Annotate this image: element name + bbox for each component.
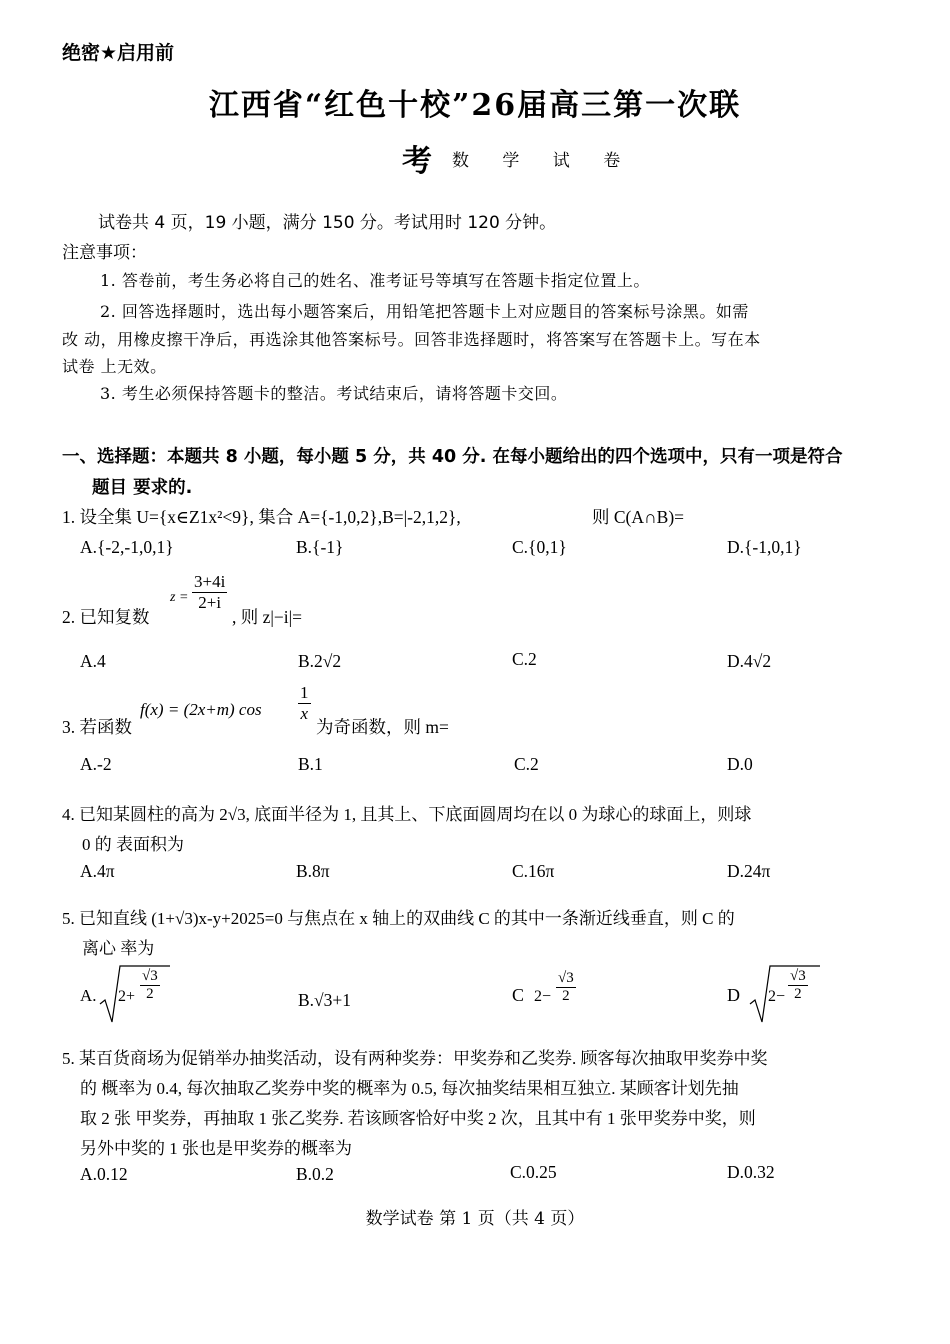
question-2-option-a: A.4 bbox=[80, 651, 106, 671]
exam-info: 试卷共 4 页，19 小题，满分 150 分。考试用时 120 分钟。 bbox=[98, 213, 557, 233]
question-5-option-d-den: 2 bbox=[794, 986, 802, 1002]
question-3-function: f(x) = (2x+m) cos bbox=[140, 700, 262, 719]
question-3-denominator: x bbox=[300, 704, 309, 723]
exam-subject: 数 学 试 卷 bbox=[452, 151, 635, 171]
question-4-option-d: D.24π bbox=[727, 861, 771, 881]
question-3-fraction bbox=[298, 683, 311, 724]
question-5-option-c-label: C bbox=[512, 985, 525, 1005]
question-1-option-d: D.{-1,0,1} bbox=[727, 537, 802, 557]
question-6-option-d: D.0.32 bbox=[727, 1162, 775, 1182]
note-2-line2: 改 动，用橡皮擦干净后，再选涂其他答案标号。回答非选择题时，将答案写在答题卡上。写在本 bbox=[62, 330, 761, 349]
question-5-option-a-fraction bbox=[140, 968, 160, 1003]
question-5-option-d-label: D bbox=[727, 985, 740, 1005]
question-2-option-d: D.4√2 bbox=[727, 651, 772, 671]
section-heading: 一、选择题：本题共 8 小题，每小题 5 分，共 40 分. 在每小题给出的四个选项中，只有一项是符合 bbox=[62, 447, 843, 467]
question-5-option-a-num: √3 bbox=[142, 968, 158, 984]
exam-title: 江西省“红色十校”26届高三第一次联 bbox=[208, 88, 742, 123]
question-6-stem-line3: 取 2 张 甲奖券，再抽取 1 张乙奖券. 若该顾客恰好中奖 2 次，且其中有 1 张甲奖券中奖，则 bbox=[80, 1109, 756, 1128]
question-5-option-c-int: 2− bbox=[534, 988, 552, 1005]
question-4-stem-line1: 4. 已知某圆柱的高为 2√3, 底面半径为 1, 且其上、下底面圆周均在以 0 为球心的球面上，则球 bbox=[62, 805, 752, 824]
question-6-option-b: B.0.2 bbox=[296, 1164, 334, 1184]
question-2-option-b: B.2√2 bbox=[298, 651, 342, 671]
question-5-option-d-fraction bbox=[788, 968, 808, 1003]
question-3-option-d: D.0 bbox=[727, 754, 753, 774]
question-5-option-c-fraction bbox=[556, 970, 576, 1005]
page-footer: 数学试卷 第 1 页（共 4 页） bbox=[365, 1209, 585, 1229]
question-2-denominator: 2+i bbox=[198, 593, 222, 612]
question-6-option-c: C.0.25 bbox=[510, 1162, 557, 1182]
confidential-label: 绝密★启用前 bbox=[62, 42, 175, 64]
question-5-option-c-den: 2 bbox=[562, 988, 570, 1004]
question-3-option-a: A.-2 bbox=[80, 754, 112, 774]
question-3-stem-pre: 3. 若函数 bbox=[62, 717, 132, 737]
note-3: 3. 考生必须保持答题卡的整洁。考试结束后，请将答题卡交回。 bbox=[100, 384, 568, 403]
question-2-fraction bbox=[192, 572, 227, 613]
question-5-option-c-num: √3 bbox=[558, 970, 574, 986]
question-3-option-c: C.2 bbox=[514, 754, 539, 774]
question-3-stem-post: 为奇函数，则 m= bbox=[316, 717, 449, 737]
notes-heading: 注意事项： bbox=[62, 243, 147, 263]
question-5-option-d-int: 2− bbox=[768, 988, 786, 1005]
question-3-option-b: B.1 bbox=[298, 754, 323, 774]
section-heading-line2: 题目 要求的. bbox=[92, 478, 193, 498]
question-2-option-c: C.2 bbox=[512, 649, 537, 669]
question-4-option-c: C.16π bbox=[512, 861, 555, 881]
exam-title-line2: 考 bbox=[402, 144, 432, 179]
question-5-option-a-den: 2 bbox=[146, 986, 154, 1002]
question-1-option-a: A.{-2,-1,0,1} bbox=[80, 537, 174, 557]
note-2-line1: 2. 回答选择题时，选出每小题答案后，用铅笔把答题卡上对应题目的答案标号涂黑。如需 bbox=[100, 302, 749, 321]
question-2-stem-pre: 2. 已知复数 bbox=[62, 607, 150, 627]
question-4-stem-line2: 0 的 表面积为 bbox=[82, 835, 184, 854]
question-5-option-b: B.√3+1 bbox=[298, 990, 352, 1010]
question-2-z: z = bbox=[170, 590, 189, 605]
question-1-stem-tail: 则 C(A∩B)= bbox=[592, 507, 685, 527]
question-5-option-d-num: √3 bbox=[790, 968, 806, 984]
question-5-option-a-label: A. bbox=[80, 986, 97, 1005]
question-2-stem-post: , 则 z|−i|= bbox=[232, 607, 302, 627]
question-4-option-a: A.4π bbox=[80, 861, 115, 881]
question-5-stem-line1: 5. 已知直线 (1+√3)x-y+2025=0 与焦点在 x 轴上的双曲线 C 的其中一条渐近线垂直，则 C 的 bbox=[62, 909, 735, 928]
question-6-stem-line2: 的 概率为 0.4, 每次抽取乙奖券中奖的概率为 0.5, 每次抽奖结果相互独立. 某顾客计划先抽 bbox=[80, 1079, 739, 1098]
question-4-option-b: B.8π bbox=[296, 861, 330, 881]
question-5-stem-line2: 离心 率为 bbox=[82, 939, 155, 958]
question-1-option-c: C.{0,1} bbox=[512, 537, 567, 557]
note-2-line3: 试卷 上无效。 bbox=[62, 357, 167, 376]
question-6-option-a: A.0.12 bbox=[80, 1164, 128, 1184]
question-1-stem: 1. 设全集 U={x∈Z1x²<9}, 集合 A={-1,0,2},B=|-2,1,2}, bbox=[62, 507, 461, 527]
question-6-stem-line4: 另外中奖的 1 张也是甲奖券的概率为 bbox=[80, 1139, 352, 1158]
note-1: 1. 答卷前，考生务必将自己的姓名、准考证号等填写在答题卡指定位置上。 bbox=[100, 271, 650, 290]
question-5-option-a-int: 2+ bbox=[118, 988, 136, 1005]
question-1-option-b: B.{-1} bbox=[296, 537, 344, 557]
question-3-numerator: 1 bbox=[300, 683, 309, 702]
question-2-numerator: 3+4i bbox=[194, 572, 226, 591]
question-6-stem-line1: 5. 某百货商场为促销举办抽奖活动，设有两种奖券：甲奖券和乙奖券. 顾客每次抽取甲奖券中奖 bbox=[62, 1049, 768, 1068]
